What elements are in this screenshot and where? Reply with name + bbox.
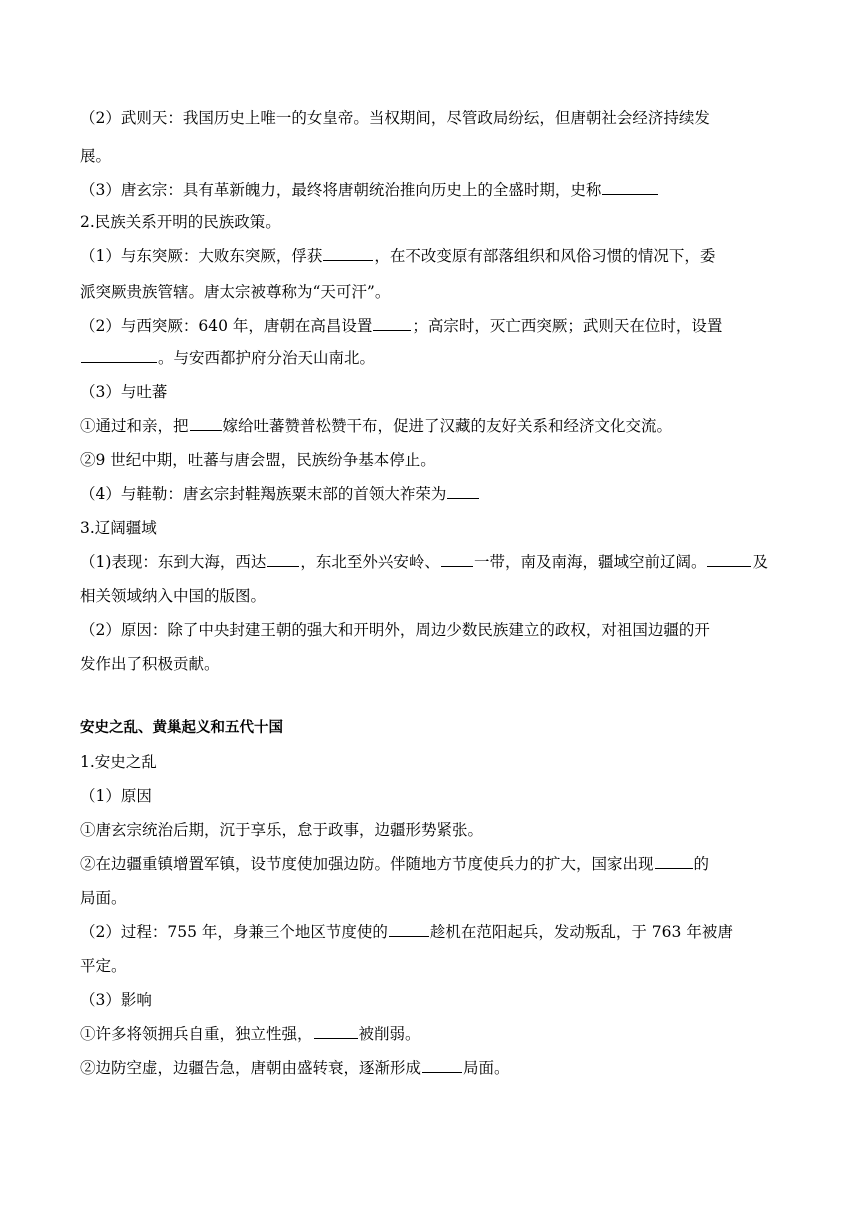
text: 局面。 <box>463 1059 510 1077</box>
text: 嫁给吐蕃赞普松赞干布，促进了汉藏的友好关系和经济文化交流。 <box>222 417 673 435</box>
text: （3）与吐蕃 <box>80 383 168 401</box>
text: 展。 <box>80 147 112 165</box>
paragraph-line <box>80 620 780 640</box>
text: ①通过和亲，把 <box>80 417 189 435</box>
text: 局面。 <box>80 889 127 907</box>
text: （3）唐玄宗：具有革新魄力，最终将唐朝统治推向历史上的全盛时期，史称 <box>80 181 602 199</box>
paragraph-line <box>80 348 780 368</box>
paragraph-line <box>80 484 780 504</box>
text: 趁机在范阳起兵，发动叛乱，于 763 年被唐 <box>429 923 733 941</box>
text: 被削弱。 <box>358 1025 421 1043</box>
text: 。与安西都护府分治天山南北。 <box>158 349 376 367</box>
paragraph-line <box>80 586 780 606</box>
paragraph-line <box>80 1058 780 1078</box>
section-heading <box>80 718 780 738</box>
paragraph-line <box>80 888 780 908</box>
paragraph-line <box>80 990 780 1010</box>
text: （1）与东突厥：大败东突厥，俘获 <box>80 247 323 265</box>
text: ②边防空虚，边疆告急，唐朝由盛转衰，逐渐形成 <box>80 1059 422 1077</box>
fill-blank <box>655 854 693 869</box>
text: 的 <box>693 855 710 873</box>
text: 3.辽阔疆域 <box>80 519 157 537</box>
text: （1)表现：东到大海，西达 <box>80 553 267 571</box>
text: ①唐玄宗统治后期，沉于享乐，怠于政事，边疆形势紧张。 <box>80 821 484 839</box>
text: 2.民族关系开明的民族政策。 <box>80 213 281 231</box>
text: ，在不改变原有部落组织和风俗习惯的情况下，委 <box>374 247 716 265</box>
text: （2）武则天：我国历史上唯一的女皇帝。当权期间，尽管政局纷纭，但唐朝社会经济持续发 <box>80 109 710 127</box>
text: ；高宗时，灭亡西突厥；武则天在位时，设置 <box>412 317 723 335</box>
paragraph-line <box>80 282 780 302</box>
fill-blank <box>323 246 373 261</box>
paragraph-line <box>80 752 780 772</box>
text: （3）影响 <box>80 991 152 1009</box>
paragraph-line <box>80 108 780 128</box>
fill-blank <box>314 1024 358 1039</box>
paragraph-line <box>80 382 780 402</box>
paragraph-line <box>80 212 780 232</box>
text: （2）原因：除了中央封建王朝的强大和开明外，周边少数民族建立的政权，对祖国边疆的开 <box>80 621 710 639</box>
paragraph-line <box>80 1024 780 1044</box>
fill-blank <box>602 180 658 195</box>
paragraph-line <box>80 450 780 470</box>
text: 平定。 <box>80 957 127 975</box>
paragraph-line <box>80 246 780 266</box>
text: （2）过程：755 年，身兼三个地区节度使的 <box>80 923 388 941</box>
text: 及 <box>752 553 768 571</box>
fill-blank <box>441 552 473 567</box>
text: ①许多将领拥兵自重，独立性强， <box>80 1025 313 1043</box>
fill-blank <box>389 922 429 937</box>
fill-blank <box>190 416 222 431</box>
fill-blank <box>707 552 751 567</box>
fill-blank <box>422 1058 462 1073</box>
text: 发作出了积极贡献。 <box>80 655 220 673</box>
text: （1）原因 <box>80 787 152 805</box>
heading-text: 安史之乱、黄巢起义和五代十国 <box>80 720 283 736</box>
paragraph-line <box>80 956 780 976</box>
paragraph-line <box>80 518 780 538</box>
fill-blank <box>373 316 411 331</box>
text: （2）与西突厥：640 年，唐朝在高昌设置 <box>80 317 373 335</box>
fill-blank <box>447 484 479 499</box>
paragraph-line <box>80 146 780 166</box>
text: 一带，南及南海，疆域空前辽阔。 <box>473 553 707 571</box>
paragraph-line <box>80 416 780 436</box>
paragraph-line <box>80 180 780 200</box>
text: 派突厥贵族管辖。唐太宗被尊称为“天可汗”。 <box>80 283 391 301</box>
text: ②9 世纪中期，吐蕃与唐会盟，民族纷争基本停止。 <box>80 451 436 469</box>
paragraph-line <box>80 854 780 874</box>
text: （4）与鞋勒：唐玄宗封鞋羯族粟末部的首领大祚荣为 <box>80 485 447 503</box>
text: 相关领域纳入中国的版图。 <box>80 587 267 605</box>
paragraph-line <box>80 922 780 942</box>
paragraph-line <box>80 552 780 572</box>
paragraph-line <box>80 786 780 806</box>
paragraph-line <box>80 654 780 674</box>
text: ②在边疆重镇增置军镇，设节度使加强边防。伴随地方节度使兵力的扩大，国家出现 <box>80 855 654 873</box>
paragraph-line <box>80 820 780 840</box>
fill-blank <box>267 552 299 567</box>
text: 1.安史之乱 <box>80 753 157 771</box>
text: ，东北至外兴安岭、 <box>300 553 440 571</box>
paragraph-line <box>80 316 780 336</box>
fill-blank <box>81 348 157 363</box>
